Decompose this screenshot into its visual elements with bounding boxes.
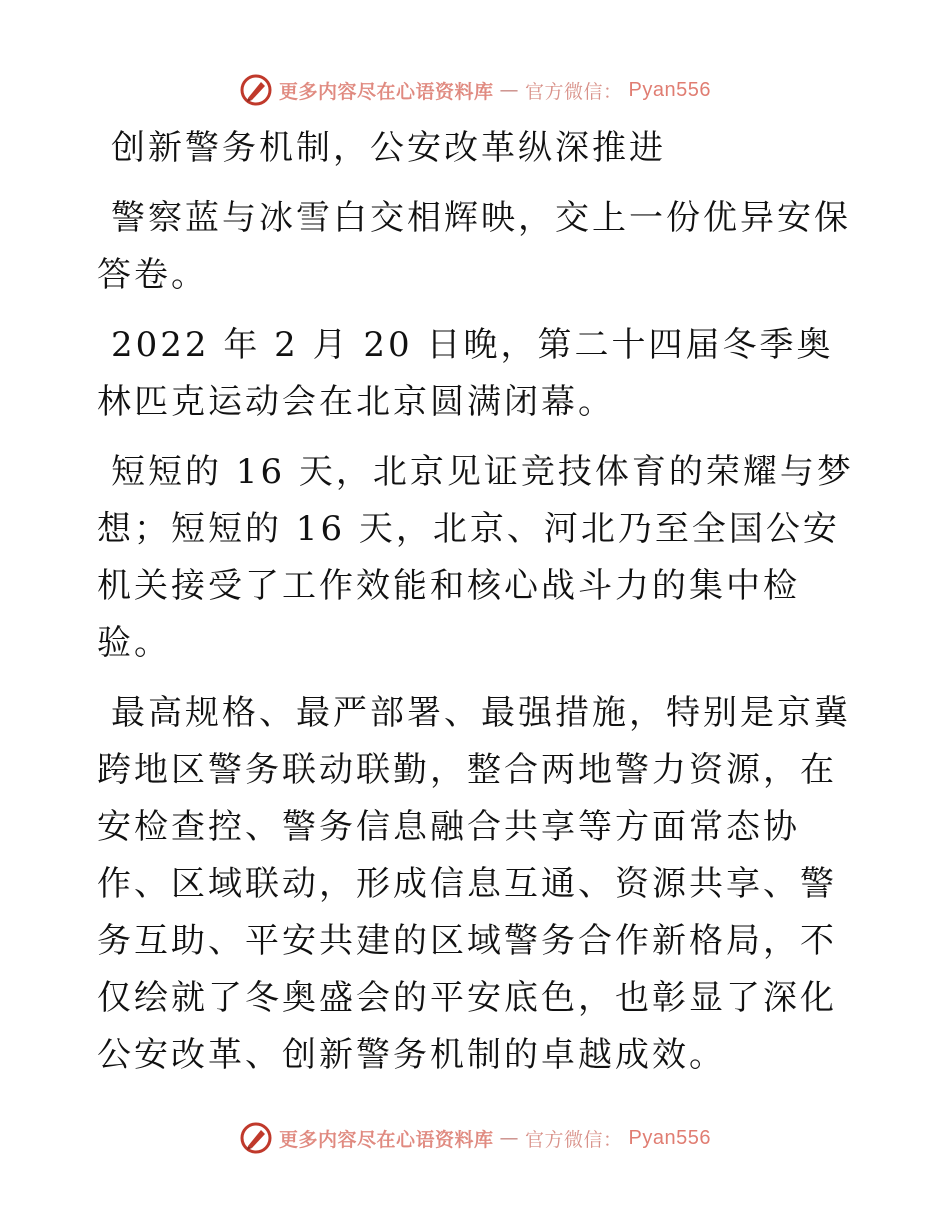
watermark-wechat-id: Pyan556 bbox=[628, 78, 711, 101]
watermark-separator: — bbox=[499, 1127, 520, 1149]
paragraph-3: 短短的 16 天，北京见证竞技体育的荣耀与梦想；短短的 16 天，北京、河北乃至全国公安机关接受了工作效能和核心战斗力的集中检验。 bbox=[97, 452, 854, 663]
footer-watermark bbox=[0, 1118, 950, 1158]
watermark-separator: — bbox=[499, 79, 520, 101]
paragraph-1: 警察蓝与冰雪白交相辉映，交上一份优异安保答卷。 bbox=[97, 198, 851, 295]
watermark-wechat-label: 官方微信： bbox=[525, 1128, 623, 1151]
watermark-wechat-id: Pyan556 bbox=[628, 1126, 711, 1149]
section-heading: 创新警务机制，公安改革纵深推进 bbox=[111, 128, 666, 168]
watermark-site-text: 更多内容尽在心语资料库 bbox=[279, 80, 494, 103]
header-watermark bbox=[0, 70, 950, 110]
document-body bbox=[97, 120, 857, 1097]
paragraph-4: 最高规格、最严部署、最强措施，特别是京冀跨地区警务联动联勤，整合两地警力资源，在安检查控、警务信息融合共享等方面常态协作、区域联动，形成信息互通、资源共享、警务互助、平安共建的区域警务合作新格局，不仅绘就了冬奥盛会的平安底色，也彰显了深化公安改革、创新警务机制的卓越成效。 bbox=[97, 693, 851, 1075]
pen-nib-circle-icon bbox=[239, 73, 273, 107]
watermark-wechat-label: 官方微信： bbox=[525, 80, 623, 103]
paragraph-2: 2022 年 2 月 20 日晚，第二十四届冬季奥林匹克运动会在北京圆满闭幕。 bbox=[97, 325, 834, 422]
watermark-site-text: 更多内容尽在心语资料库 bbox=[279, 1128, 494, 1151]
pen-nib-circle-icon bbox=[239, 1121, 273, 1155]
